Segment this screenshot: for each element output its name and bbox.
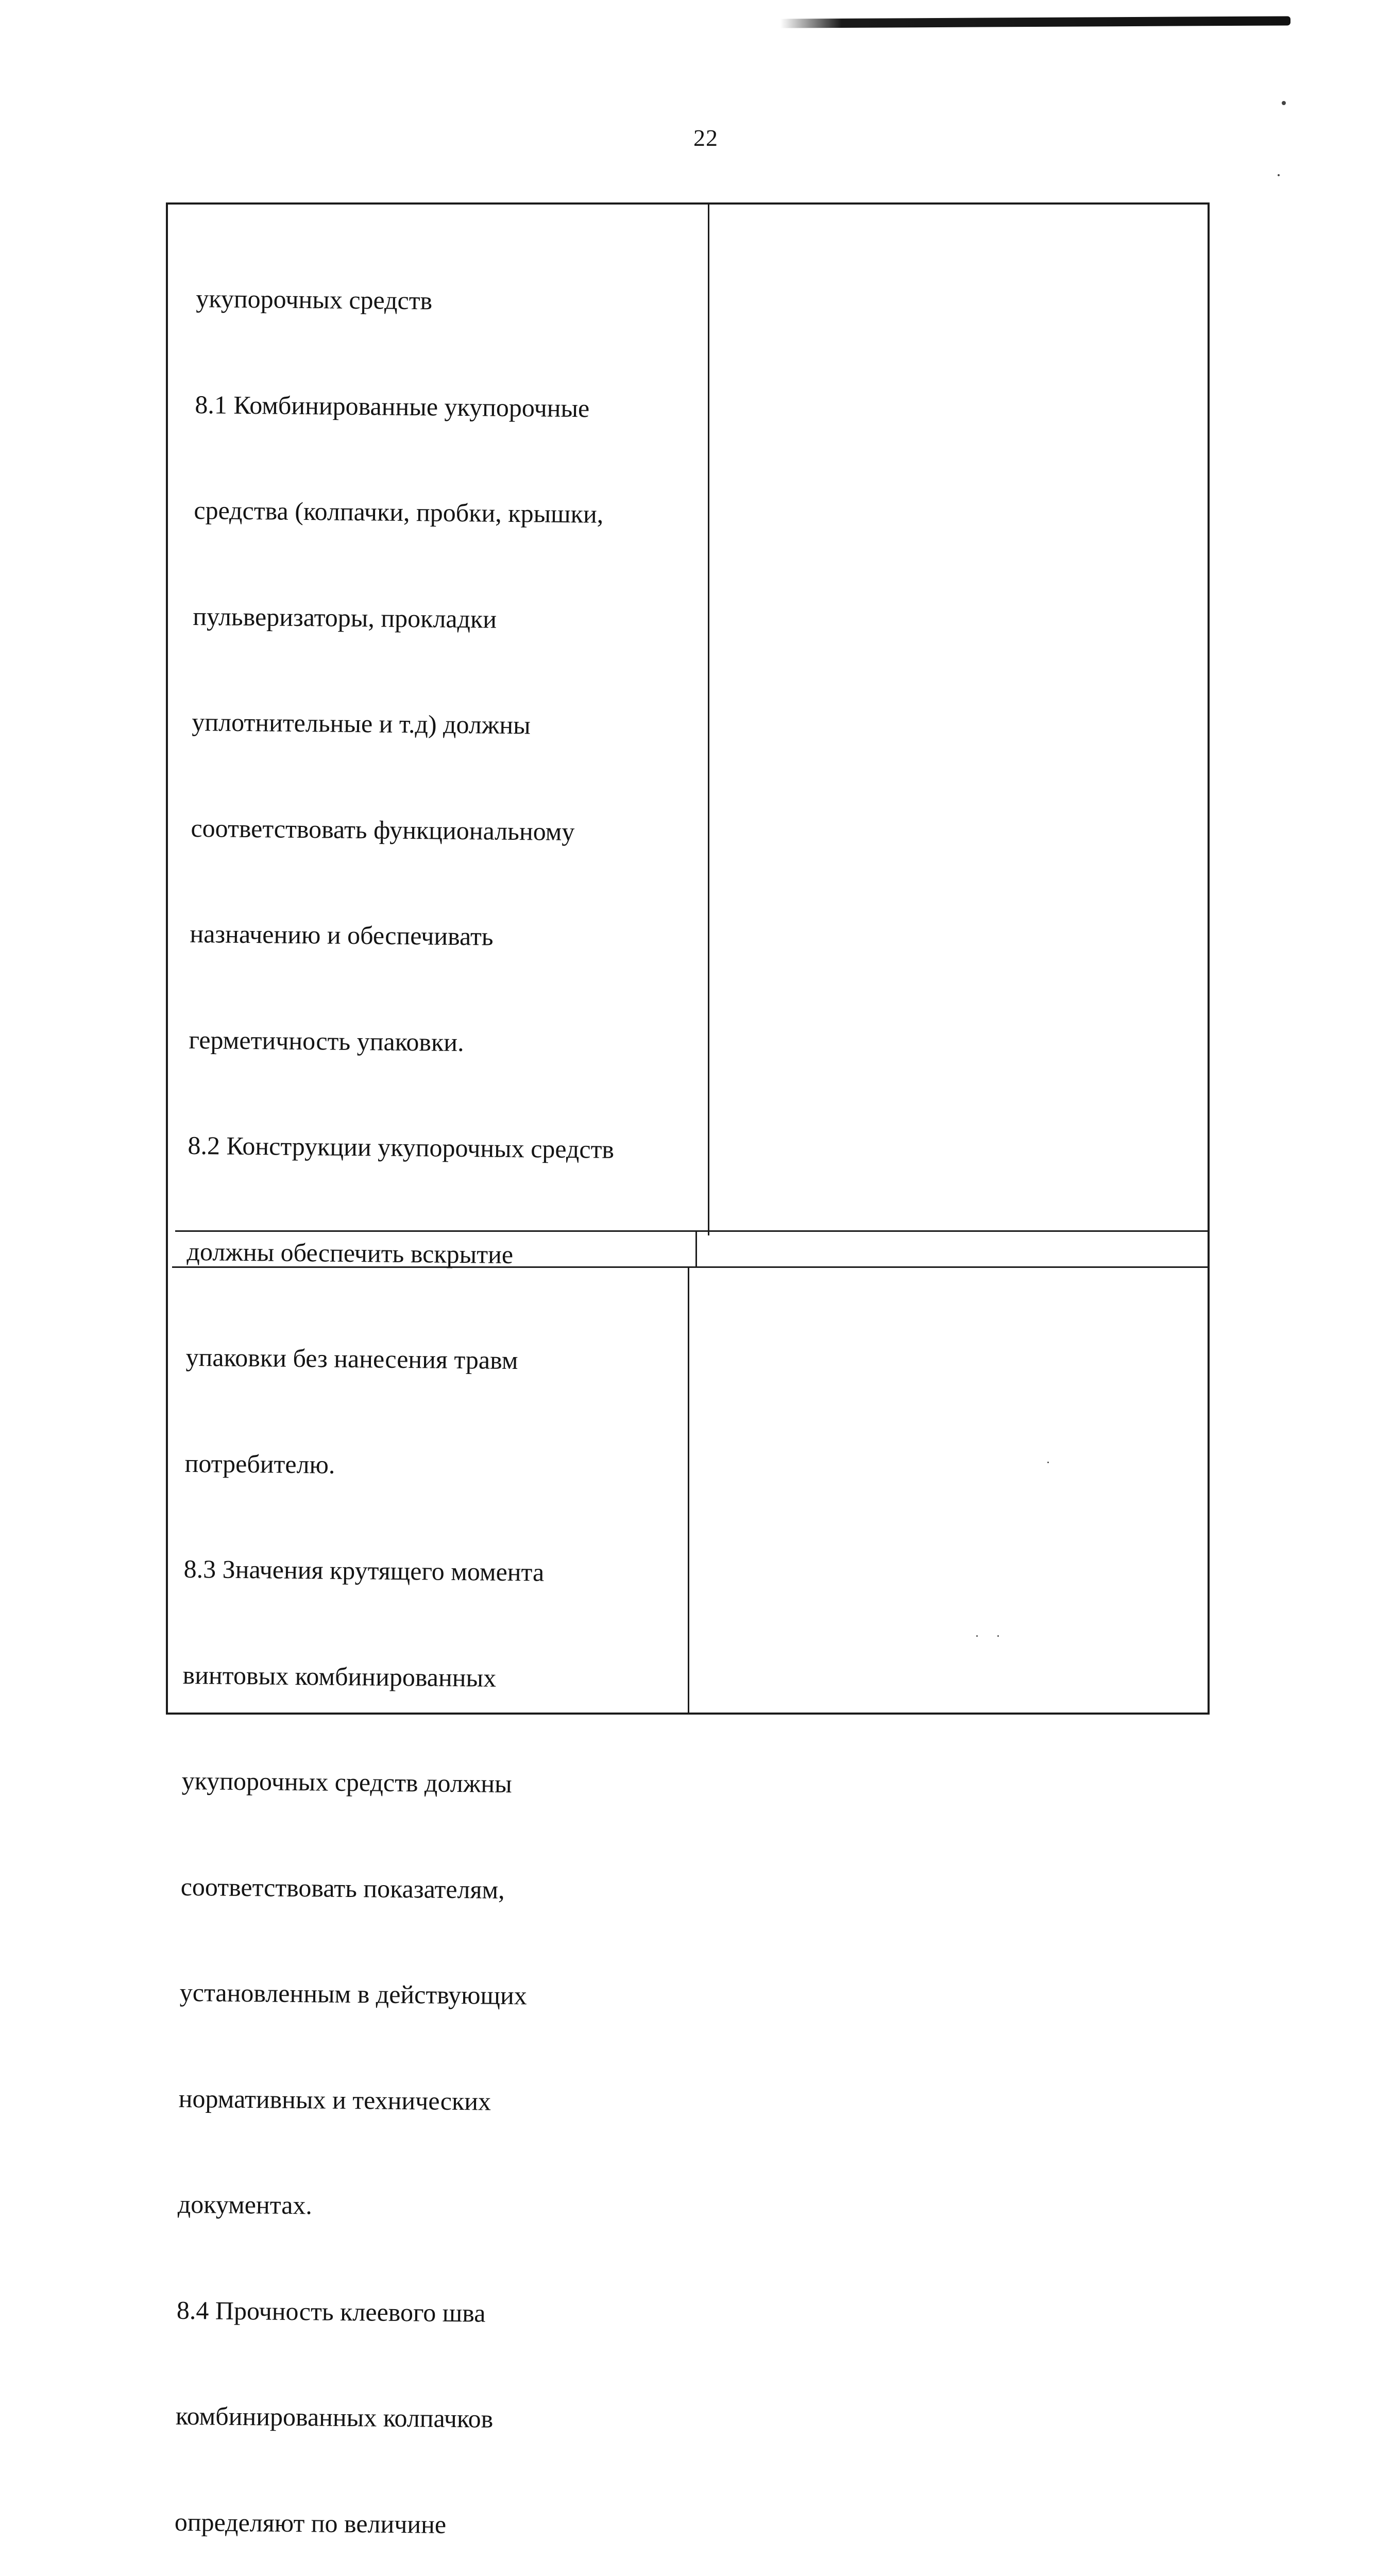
text-line: 8.3 Значения крутящего момента [183,1554,545,1587]
text-line: назначению и обеспечивать [190,919,494,951]
text-line: уплотнительные и т.д) должны [192,707,531,740]
text-line: определяют по величине [174,2507,447,2539]
text-line: упаковки без нанесения травм [185,1342,518,1375]
scan-speck [1278,174,1280,176]
text-line: пульверизаторы, прокладки [193,601,497,634]
text-line: нормативных и технических [178,2083,491,2116]
text-line: соответствовать функциональному [191,813,575,846]
text-line: потребителю. [184,1448,335,1479]
text-line: должны обеспечить вскрытие [186,1236,514,1269]
page-number: 22 [693,125,718,151]
text-line: установленным в действующих [179,1977,528,2010]
text-line: комбинированных колпачков [175,2401,494,2433]
text-line: 8.1 Комбинированные укупорочные [195,389,590,422]
table-cell-row2-right [699,1233,1206,1264]
text-line: соответствовать показателям, [180,1872,505,1904]
scan-artifact-bar [780,16,1290,28]
table-column-divider [695,1231,697,1267]
table-cell-row3-left [170,1269,685,1711]
table-cell-row3-right [691,1269,1207,1711]
table-cell-row1-right [711,206,1205,1229]
text-line: герметичность упаковки. [189,1025,464,1057]
text-line: укупорочных средств должны [181,1766,512,1799]
scan-speck [1282,101,1286,105]
text-line: документах. [177,2189,313,2220]
table-cell-row2-left [170,1233,693,1264]
text-line: винтовых комбинированных [182,1660,497,1692]
text-line: укупорочных средств [196,283,433,315]
text-line: средства (колпачки, пробки, крышки, [194,495,604,529]
text-line: 8.2 Конструкции укупорочных средств [188,1130,615,1164]
text-line: 8.4 Прочность клеевого шва [176,2295,486,2328]
table-column-divider [708,204,709,1235]
